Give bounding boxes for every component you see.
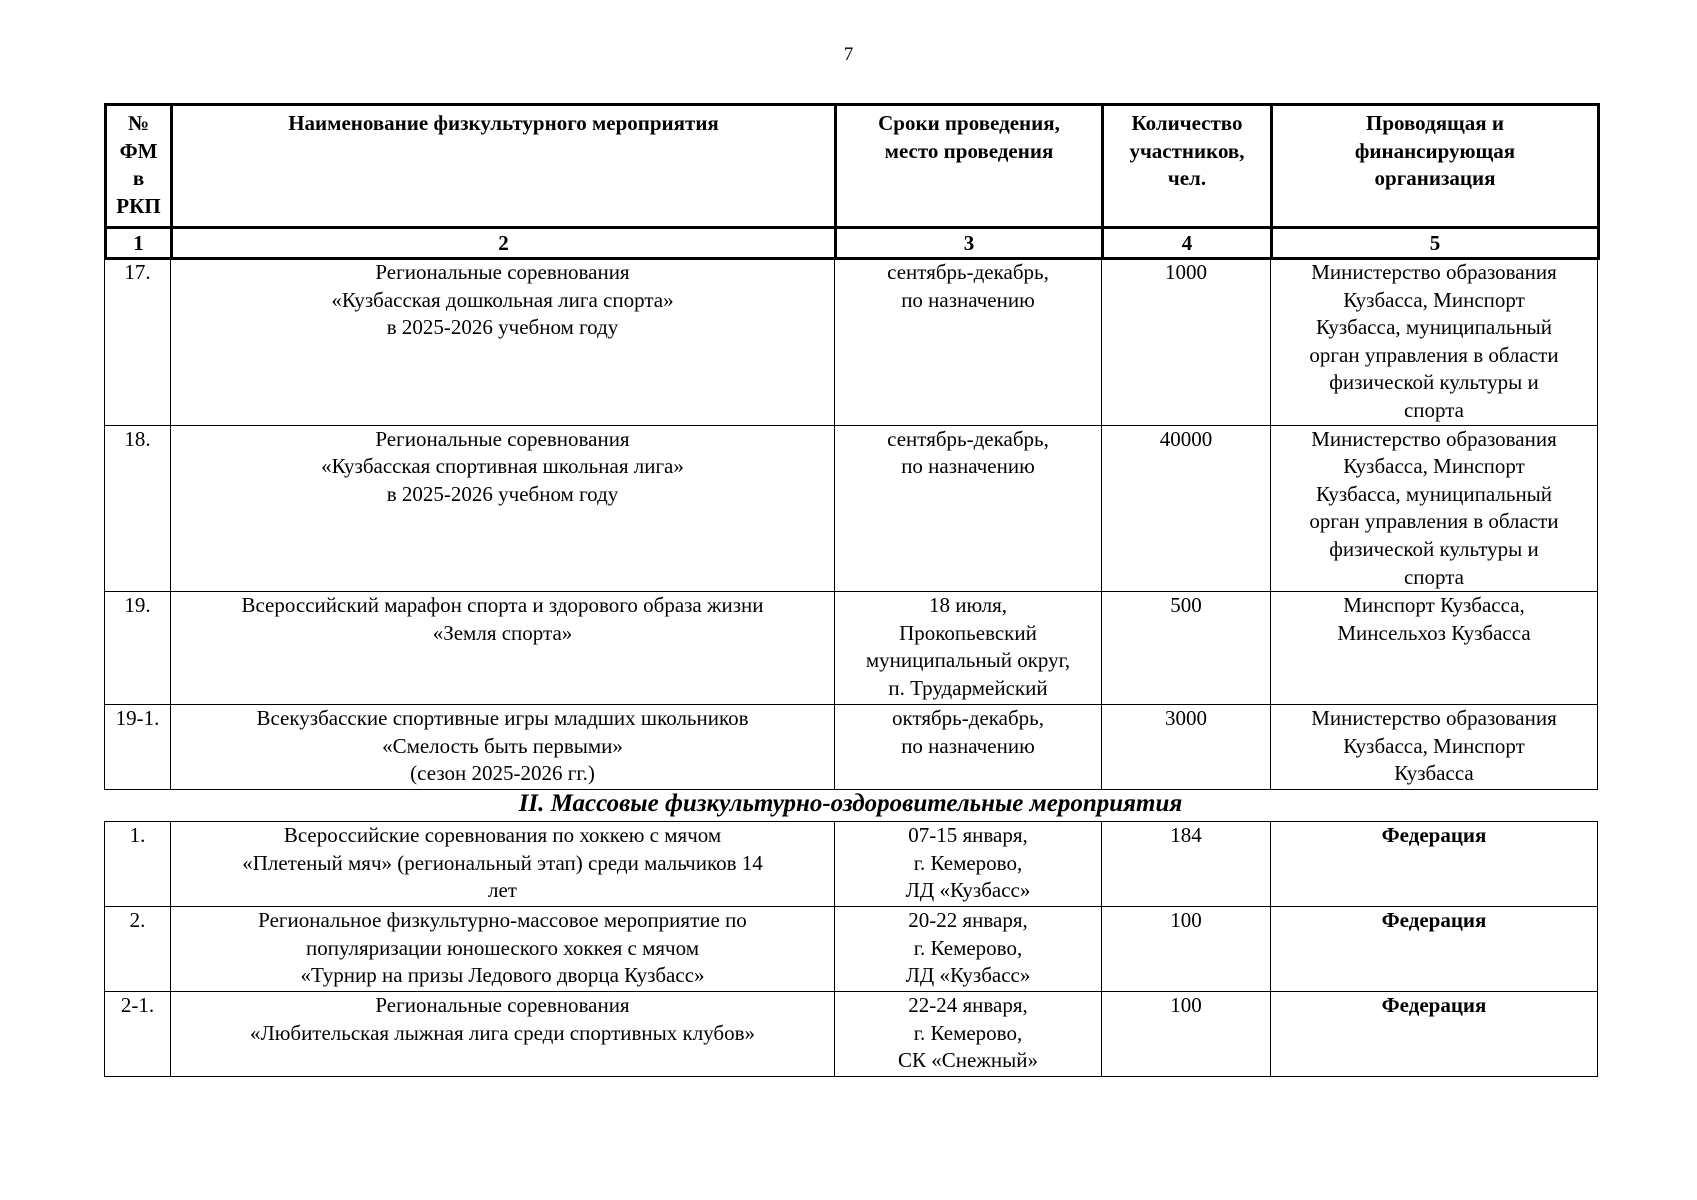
header-number-5: 5 bbox=[1272, 228, 1599, 259]
cell-participants: 3000 bbox=[1102, 705, 1271, 790]
cell-dates-place: 22-24 января, г. Кемерово, СК «Снежный» bbox=[835, 992, 1102, 1077]
cell-event-name: Всероссийские соревнования по хоккею с мячом «Плетеный мяч» (региональный этап) среди мальчиков 14 лет bbox=[171, 822, 835, 907]
table-header bbox=[104, 103, 1600, 260]
header-col-org: Проводящая и финансирующая организация bbox=[1272, 105, 1599, 228]
page-number: 7 bbox=[843, 44, 854, 65]
table-row bbox=[105, 705, 1598, 790]
cell-event-name: Региональные соревнования «Кузбасская спортивная школьная лига» в 2025-2026 учебном году bbox=[171, 425, 835, 592]
cell-number: 2-1. bbox=[105, 992, 171, 1077]
cell-dates-place: 07-15 января, г. Кемерово, ЛД «Кузбасс» bbox=[835, 822, 1102, 907]
cell-participants: 100 bbox=[1102, 992, 1271, 1077]
cell-organization: Минспорт Кузбасса, Минсельхоз Кузбасса bbox=[1271, 592, 1598, 705]
header-col-dates: Сроки проведения, место проведения bbox=[836, 105, 1103, 228]
header-col-name: Наименование физкультурного мероприятия bbox=[172, 105, 836, 228]
table-row bbox=[105, 992, 1598, 1077]
cell-organization: Федерация bbox=[1271, 907, 1598, 992]
events-table-part1 bbox=[104, 258, 1598, 790]
cell-number: 19. bbox=[105, 592, 171, 705]
cell-number: 1. bbox=[105, 822, 171, 907]
cell-organization: Министерство образования Кузбасса, Минспорт Кузбасса bbox=[1271, 705, 1598, 790]
table-row bbox=[105, 822, 1598, 907]
table-row bbox=[105, 259, 1598, 426]
header-col-number: № ФМ в РКП bbox=[106, 105, 172, 228]
cell-event-name: Региональные соревнования «Любительская лыжная лига среди спортивных клубов» bbox=[171, 992, 835, 1077]
cell-dates-place: сентябрь-декабрь, по назначению bbox=[835, 259, 1102, 426]
cell-participants: 184 bbox=[1102, 822, 1271, 907]
header-number-2: 2 bbox=[172, 228, 836, 259]
cell-participants: 1000 bbox=[1102, 259, 1271, 426]
header-col-count: Количество участников, чел. bbox=[1103, 105, 1272, 228]
cell-dates-place: сентябрь-декабрь, по назначению bbox=[835, 425, 1102, 592]
cell-participants: 100 bbox=[1102, 907, 1271, 992]
table-row bbox=[105, 592, 1598, 705]
cell-event-name: Всекузбасские спортивные игры младших школьников «Смелость быть первыми» (сезон 2025-2026 гг.) bbox=[171, 705, 835, 790]
header-number-3: 3 bbox=[836, 228, 1103, 259]
cell-dates-place: октябрь-декабрь, по назначению bbox=[835, 705, 1102, 790]
cell-organization: Министерство образования Кузбасса, Минспорт Кузбасса, муниципальный орган управления в области физической культуры и спорта bbox=[1271, 259, 1598, 426]
events-table-part2 bbox=[104, 821, 1598, 1077]
cell-organization: Федерация bbox=[1271, 992, 1598, 1077]
cell-number: 19-1. bbox=[105, 705, 171, 790]
cell-number: 2. bbox=[105, 907, 171, 992]
header-number-1: 1 bbox=[106, 228, 172, 259]
cell-organization: Министерство образования Кузбасса, Минспорт Кузбасса, муниципальный орган управления в области физической культуры и спорта bbox=[1271, 425, 1598, 592]
section-title: II. Массовые физкультурно-оздоровительные мероприятия bbox=[518, 790, 1183, 817]
cell-dates-place: 18 июля, Прокопьевский муниципальный округ, п. Трудармейский bbox=[835, 592, 1102, 705]
cell-participants: 40000 bbox=[1102, 425, 1271, 592]
table-row bbox=[105, 907, 1598, 992]
cell-event-name: Региональные соревнования «Кузбасская дошкольная лига спорта» в 2025-2026 учебном году bbox=[171, 259, 835, 426]
header-number-4: 4 bbox=[1103, 228, 1272, 259]
cell-participants: 500 bbox=[1102, 592, 1271, 705]
table-row bbox=[105, 425, 1598, 592]
cell-organization: Федерация bbox=[1271, 822, 1598, 907]
cell-number: 17. bbox=[105, 259, 171, 426]
cell-event-name: Всероссийский марафон спорта и здорового образа жизни «Земля спорта» bbox=[171, 592, 835, 705]
cell-dates-place: 20-22 января, г. Кемерово, ЛД «Кузбасс» bbox=[835, 907, 1102, 992]
cell-event-name: Региональное физкультурно-массовое мероприятие по популяризации юношеского хоккея с мячом «Турнир на призы Ледового дворца Кузбасс» bbox=[171, 907, 835, 992]
cell-number: 18. bbox=[105, 425, 171, 592]
